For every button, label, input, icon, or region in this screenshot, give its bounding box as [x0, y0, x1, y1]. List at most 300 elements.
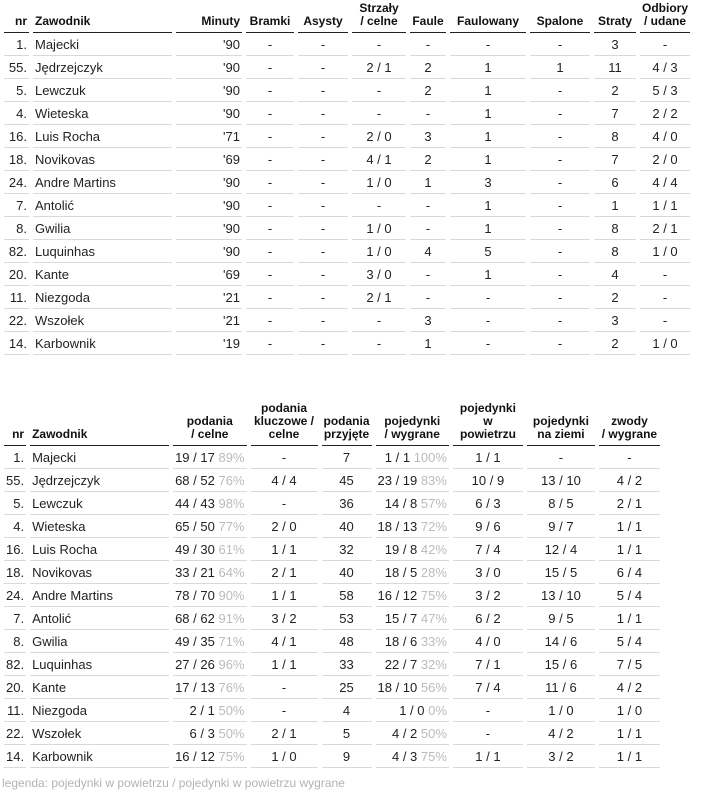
- passes-accurate: 65 / 50: [175, 518, 215, 534]
- passes-accurate: 33 / 21: [175, 564, 215, 580]
- key-passes-value: 2 / 1: [251, 561, 318, 584]
- col-header-passes: podania / celne: [173, 402, 246, 446]
- table-row: [4, 79, 690, 102]
- passes-value: [173, 584, 246, 607]
- passes-percentage: 64%: [218, 564, 245, 580]
- table-row: [4, 584, 660, 607]
- duels-percentage: 72%: [420, 518, 447, 534]
- player-number: 7.: [4, 194, 29, 217]
- ground-duels-value: 9 / 7: [527, 515, 595, 538]
- fouls-value: -: [410, 263, 446, 286]
- player-name: Karbownik: [30, 745, 169, 768]
- aerial-duels-value: -: [453, 699, 523, 722]
- fouls-value: -: [410, 217, 446, 240]
- fouls-value: 3: [410, 309, 446, 332]
- col-header-received-passes: podania przyjęte: [322, 402, 372, 446]
- ground-duels-value: 12 / 4: [527, 538, 595, 561]
- dribbles-value: 5 / 4: [599, 630, 660, 653]
- table-row: [4, 332, 690, 355]
- aerial-duels-value: 10 / 9: [453, 469, 523, 492]
- received-passes-value: 40: [322, 515, 372, 538]
- table-row: [4, 676, 660, 699]
- ground-duels-value: 13 / 10: [527, 469, 595, 492]
- player-number: 8.: [4, 217, 29, 240]
- passes-value: [173, 607, 246, 630]
- duels-value: [376, 607, 449, 630]
- aerial-duels-value: 1 / 1: [453, 745, 523, 768]
- duels-value: [376, 676, 449, 699]
- fouls-value: 3: [410, 125, 446, 148]
- duels-percentage: 50%: [420, 725, 447, 741]
- col-header-nr: nr: [4, 2, 29, 33]
- duels-value: [376, 492, 449, 515]
- duels-won: 18 / 13: [377, 518, 418, 534]
- dribbles-value: 1 / 1: [599, 745, 660, 768]
- passes-accurate: 44 / 43: [175, 495, 215, 511]
- aerial-duels-value: 7 / 4: [453, 538, 523, 561]
- player-name: Novikovas: [33, 148, 172, 171]
- player-name: Wieteska: [30, 515, 169, 538]
- duels-value: [376, 722, 449, 745]
- col-header-losses: Straty: [594, 2, 636, 33]
- fouls-value: -: [410, 102, 446, 125]
- passes-accurate: 6 / 3: [189, 725, 215, 741]
- table-row: [4, 171, 690, 194]
- offsides-value: -: [530, 125, 590, 148]
- player-number: 16.: [4, 538, 26, 561]
- player-number: 20.: [4, 676, 26, 699]
- received-passes-value: 33: [322, 653, 372, 676]
- table-row: [4, 33, 690, 56]
- recoveries-value: 4 / 0: [640, 125, 690, 148]
- duels-won: 23 / 19: [377, 472, 418, 488]
- duels-value: [376, 584, 449, 607]
- player-number: 82.: [4, 240, 29, 263]
- duels-won: 14 / 8: [384, 495, 418, 511]
- losses-value: 1: [594, 194, 636, 217]
- minutes-value: '90: [176, 194, 242, 217]
- player-number: 55.: [4, 56, 29, 79]
- col-header-aerial-duels: pojedynki w powietrzu: [453, 402, 523, 446]
- received-passes-value: 48: [322, 630, 372, 653]
- table-row: [4, 217, 690, 240]
- ground-duels-value: 11 / 6: [527, 676, 595, 699]
- duels-won: 18 / 5: [384, 564, 418, 580]
- player-number: 14.: [4, 745, 26, 768]
- aerial-duels-value: 4 / 0: [453, 630, 523, 653]
- losses-value: 2: [594, 79, 636, 102]
- assists-value: -: [298, 148, 348, 171]
- player-number: 11.: [4, 699, 26, 722]
- recoveries-value: 2 / 1: [640, 217, 690, 240]
- dribbles-value: 7 / 5: [599, 653, 660, 676]
- shots-value: -: [352, 194, 406, 217]
- duels-value: [376, 538, 449, 561]
- offsides-value: 1: [530, 56, 590, 79]
- passes-accurate: 78 / 70: [175, 587, 215, 603]
- minutes-value: '19: [176, 332, 242, 355]
- player-number: 24.: [4, 584, 26, 607]
- shots-value: 4 / 1: [352, 148, 406, 171]
- aerial-duels-value: 7 / 1: [453, 653, 523, 676]
- aerial-duels-value: 9 / 6: [453, 515, 523, 538]
- recoveries-value: -: [640, 309, 690, 332]
- received-passes-value: 40: [322, 561, 372, 584]
- player-number: 82.: [4, 653, 26, 676]
- shots-value: 1 / 0: [352, 217, 406, 240]
- col-header-assists: Asysty: [298, 2, 348, 33]
- duels-won: 4 / 2: [391, 725, 418, 741]
- received-passes-value: 53: [322, 607, 372, 630]
- col-header-shots: Strzały / celne: [352, 2, 406, 33]
- fouls-value: 2: [410, 56, 446, 79]
- table-row: [4, 630, 660, 653]
- dribbles-value: 5 / 4: [599, 584, 660, 607]
- key-passes-value: 1 / 0: [251, 745, 318, 768]
- ground-duels-value: 4 / 2: [527, 722, 595, 745]
- received-passes-value: 7: [322, 446, 372, 469]
- assists-value: -: [298, 171, 348, 194]
- shots-value: 1 / 0: [352, 240, 406, 263]
- key-passes-value: 4 / 1: [251, 630, 318, 653]
- goals-value: -: [246, 332, 294, 355]
- passes-percentage: 96%: [218, 656, 245, 672]
- key-passes-value: -: [251, 676, 318, 699]
- assists-value: -: [298, 240, 348, 263]
- fouls-value: 1: [410, 171, 446, 194]
- table-row: [4, 286, 690, 309]
- fouled-value: 5: [450, 240, 526, 263]
- passes-value: [173, 515, 246, 538]
- player-number: 20.: [4, 263, 29, 286]
- key-passes-value: -: [251, 492, 318, 515]
- duels-won: 18 / 10: [377, 679, 418, 695]
- offsides-value: -: [530, 263, 590, 286]
- table-row: [4, 263, 690, 286]
- recoveries-value: -: [640, 286, 690, 309]
- legend-note: legenda: pojedynki w powietrzu / pojedynki w powietrzu wygrane: [2, 776, 345, 790]
- table-row: [4, 125, 690, 148]
- col-header-ground-duels: pojedynki na ziemi: [527, 402, 595, 446]
- fouls-value: 4: [410, 240, 446, 263]
- assists-value: -: [298, 56, 348, 79]
- table-row: [4, 538, 660, 561]
- col-header-offsides: Spalone: [530, 2, 590, 33]
- recoveries-value: -: [640, 263, 690, 286]
- recoveries-value: 2 / 2: [640, 102, 690, 125]
- duels-percentage: 75%: [420, 587, 447, 603]
- duels-value: [376, 653, 449, 676]
- fouls-value: 1: [410, 332, 446, 355]
- player-name: Kante: [33, 263, 172, 286]
- offsides-value: -: [530, 79, 590, 102]
- aerial-duels-value: 6 / 2: [453, 607, 523, 630]
- minutes-value: '90: [176, 171, 242, 194]
- player-number: 18.: [4, 148, 29, 171]
- goals-value: -: [246, 148, 294, 171]
- goals-value: -: [246, 79, 294, 102]
- col-header-nr: nr: [4, 402, 26, 446]
- key-passes-value: 2 / 1: [251, 722, 318, 745]
- fouls-value: -: [410, 286, 446, 309]
- losses-value: 2: [594, 286, 636, 309]
- passes-accurate: 19 / 17: [175, 449, 215, 465]
- table-header-row: [4, 402, 660, 446]
- minutes-value: '90: [176, 79, 242, 102]
- minutes-value: '21: [176, 309, 242, 332]
- player-name: Karbownik: [33, 332, 172, 355]
- shots-value: 2 / 1: [352, 56, 406, 79]
- recoveries-value: 1 / 0: [640, 240, 690, 263]
- offsides-value: -: [530, 171, 590, 194]
- table-row: [4, 515, 660, 538]
- offsides-value: -: [530, 148, 590, 171]
- dribbles-value: 4 / 2: [599, 469, 660, 492]
- assists-value: -: [298, 102, 348, 125]
- player-name: Majecki: [30, 446, 169, 469]
- received-passes-value: 36: [322, 492, 372, 515]
- fouled-value: 1: [450, 56, 526, 79]
- duels-percentage: 42%: [420, 541, 447, 557]
- passes-percentage: 50%: [218, 725, 245, 741]
- goals-value: -: [246, 33, 294, 56]
- fouled-value: 3: [450, 171, 526, 194]
- key-passes-value: 4 / 4: [251, 469, 318, 492]
- losses-value: 3: [594, 33, 636, 56]
- ground-duels-value: 1 / 0: [527, 699, 595, 722]
- passes-accurate: 16 / 12: [175, 748, 215, 764]
- player-number: 22.: [4, 722, 26, 745]
- table-row: [4, 102, 690, 125]
- col-header-duels: pojedynki / wygrane: [376, 402, 449, 446]
- shots-value: -: [352, 33, 406, 56]
- fouled-value: -: [450, 33, 526, 56]
- table-row: [4, 699, 660, 722]
- passes-value: [173, 722, 246, 745]
- fouls-value: 2: [410, 148, 446, 171]
- duels-value: [376, 745, 449, 768]
- passes-percentage: 50%: [218, 702, 245, 718]
- key-passes-value: 1 / 1: [251, 538, 318, 561]
- passes-percentage: 77%: [218, 518, 245, 534]
- duels-percentage: 100%: [413, 449, 447, 465]
- received-passes-value: 9: [322, 745, 372, 768]
- passes-value: [173, 676, 246, 699]
- duels-value: [376, 630, 449, 653]
- received-passes-value: 58: [322, 584, 372, 607]
- duels-won: 19 / 8: [384, 541, 418, 557]
- duels-percentage: 32%: [420, 656, 447, 672]
- fouled-value: 1: [450, 194, 526, 217]
- table-row: [4, 561, 660, 584]
- col-header-recoveries: Odbiory / udane: [640, 2, 690, 33]
- offsides-value: -: [530, 240, 590, 263]
- player-passing-duels-table: [0, 402, 664, 768]
- assists-value: -: [298, 79, 348, 102]
- passes-value: [173, 699, 246, 722]
- passes-accurate: 2 / 1: [189, 702, 215, 718]
- duels-percentage: 0%: [428, 702, 447, 718]
- duels-percentage: 28%: [420, 564, 447, 580]
- ground-duels-value: 15 / 5: [527, 561, 595, 584]
- dribbles-value: 1 / 1: [599, 515, 660, 538]
- assists-value: -: [298, 286, 348, 309]
- fouled-value: -: [450, 286, 526, 309]
- assists-value: -: [298, 125, 348, 148]
- fouled-value: 1: [450, 102, 526, 125]
- recoveries-value: 4 / 4: [640, 171, 690, 194]
- ground-duels-value: -: [527, 446, 595, 469]
- table-row: [4, 194, 690, 217]
- player-number: 16.: [4, 125, 29, 148]
- passes-accurate: 17 / 13: [175, 679, 215, 695]
- losses-value: 3: [594, 309, 636, 332]
- losses-value: 7: [594, 102, 636, 125]
- player-name: Majecki: [33, 33, 172, 56]
- player-number: 1.: [4, 33, 29, 56]
- goals-value: -: [246, 125, 294, 148]
- offsides-value: -: [530, 332, 590, 355]
- ground-duels-value: 15 / 6: [527, 653, 595, 676]
- table-row: [4, 469, 660, 492]
- ground-duels-value: 8 / 5: [527, 492, 595, 515]
- fouled-value: 1: [450, 148, 526, 171]
- table-row: [4, 56, 690, 79]
- player-name: Niezgoda: [33, 286, 172, 309]
- fouls-value: -: [410, 33, 446, 56]
- player-name: Gwilia: [30, 630, 169, 653]
- player-name: Andre Martins: [30, 584, 169, 607]
- player-number: 22.: [4, 309, 29, 332]
- key-passes-value: -: [251, 699, 318, 722]
- minutes-value: '21: [176, 286, 242, 309]
- goals-value: -: [246, 240, 294, 263]
- duels-value: [376, 699, 449, 722]
- received-passes-value: 32: [322, 538, 372, 561]
- passes-accurate: 27 / 26: [175, 656, 215, 672]
- duels-value: [376, 446, 449, 469]
- aerial-duels-value: 6 / 3: [453, 492, 523, 515]
- col-header-minutes: Minuty: [176, 2, 242, 33]
- losses-value: 2: [594, 332, 636, 355]
- key-passes-value: 2 / 0: [251, 515, 318, 538]
- received-passes-value: 5: [322, 722, 372, 745]
- passes-percentage: 91%: [218, 610, 245, 626]
- fouled-value: -: [450, 332, 526, 355]
- player-name: Wszołek: [33, 309, 172, 332]
- ground-duels-value: 3 / 2: [527, 745, 595, 768]
- shots-value: -: [352, 332, 406, 355]
- duels-percentage: 83%: [420, 472, 447, 488]
- shots-value: 2 / 1: [352, 286, 406, 309]
- recoveries-value: 2 / 0: [640, 148, 690, 171]
- player-name: Luis Rocha: [30, 538, 169, 561]
- aerial-duels-value: 3 / 2: [453, 584, 523, 607]
- duels-percentage: 33%: [420, 633, 447, 649]
- goals-value: -: [246, 217, 294, 240]
- passes-percentage: 76%: [218, 679, 245, 695]
- duels-value: [376, 561, 449, 584]
- duels-percentage: 57%: [420, 495, 447, 511]
- fouled-value: 1: [450, 79, 526, 102]
- minutes-value: '90: [176, 56, 242, 79]
- player-name: Antolić: [30, 607, 169, 630]
- losses-value: 8: [594, 125, 636, 148]
- player-number: 8.: [4, 630, 26, 653]
- shots-value: -: [352, 79, 406, 102]
- assists-value: -: [298, 194, 348, 217]
- recoveries-value: 1 / 0: [640, 332, 690, 355]
- passes-value: [173, 630, 246, 653]
- key-passes-value: 1 / 1: [251, 653, 318, 676]
- fouls-value: 2: [410, 79, 446, 102]
- col-header-fouled: Faulowany: [450, 2, 526, 33]
- col-header-player: Zawodnik: [30, 402, 169, 446]
- duels-percentage: 56%: [420, 679, 447, 695]
- duels-percentage: 75%: [420, 748, 447, 764]
- passes-value: [173, 469, 246, 492]
- offsides-value: -: [530, 286, 590, 309]
- goals-value: -: [246, 171, 294, 194]
- passes-value: [173, 492, 246, 515]
- col-header-key-passes: podania kluczowe / celne: [251, 402, 318, 446]
- duels-won: 1 / 1: [384, 449, 411, 465]
- table-row: [4, 446, 660, 469]
- passes-accurate: 49 / 35: [175, 633, 215, 649]
- fouls-value: -: [410, 194, 446, 217]
- player-number: 4.: [4, 102, 29, 125]
- goals-value: -: [246, 56, 294, 79]
- player-number: 55.: [4, 469, 26, 492]
- player-name: Kante: [30, 676, 169, 699]
- dribbles-value: 2 / 1: [599, 492, 660, 515]
- table-row: [4, 309, 690, 332]
- assists-value: -: [298, 217, 348, 240]
- duels-won: 1 / 0: [399, 702, 425, 718]
- recoveries-value: 5 / 3: [640, 79, 690, 102]
- goals-value: -: [246, 286, 294, 309]
- shots-value: 1 / 0: [352, 171, 406, 194]
- player-name: Luis Rocha: [33, 125, 172, 148]
- offsides-value: -: [530, 217, 590, 240]
- received-passes-value: 45: [322, 469, 372, 492]
- recoveries-value: -: [640, 33, 690, 56]
- ground-duels-value: 13 / 10: [527, 584, 595, 607]
- assists-value: -: [298, 33, 348, 56]
- table-row: [4, 745, 660, 768]
- passes-percentage: 98%: [218, 495, 245, 511]
- passes-percentage: 75%: [218, 748, 245, 764]
- goals-value: -: [246, 194, 294, 217]
- duels-percentage: 47%: [420, 610, 447, 626]
- passes-value: [173, 561, 246, 584]
- dribbles-value: 1 / 1: [599, 538, 660, 561]
- minutes-value: '90: [176, 217, 242, 240]
- player-name: Novikovas: [30, 561, 169, 584]
- fouled-value: 1: [450, 263, 526, 286]
- dribbles-value: -: [599, 446, 660, 469]
- table-row: [4, 492, 660, 515]
- table-row: [4, 722, 660, 745]
- minutes-value: '90: [176, 102, 242, 125]
- duels-won: 18 / 6: [384, 633, 418, 649]
- fouled-value: 1: [450, 125, 526, 148]
- offsides-value: -: [530, 194, 590, 217]
- dribbles-value: 1 / 0: [599, 699, 660, 722]
- player-name: Wszołek: [30, 722, 169, 745]
- passes-percentage: 89%: [218, 449, 245, 465]
- duels-value: [376, 469, 449, 492]
